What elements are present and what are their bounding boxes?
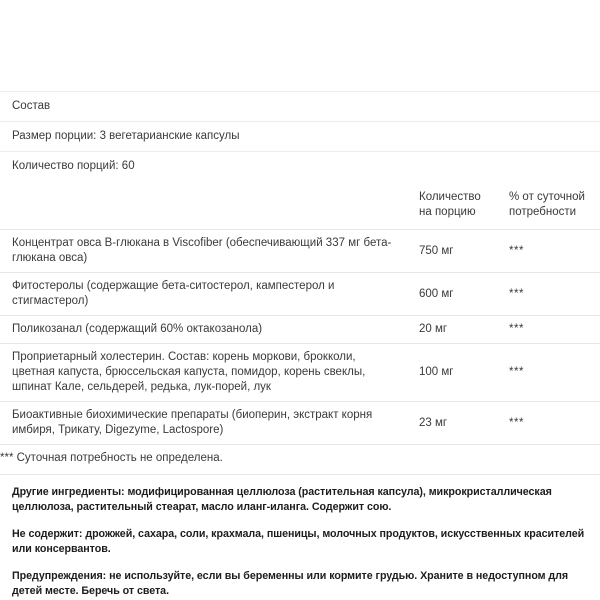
top-whitespace (0, 0, 600, 91)
ingredient-daily-value: *** (499, 344, 600, 402)
ingredient-amount: 23 мг (410, 402, 499, 445)
table-footnote-row (0, 445, 600, 473)
column-header-name (0, 181, 410, 230)
table-body (0, 230, 600, 473)
table-row (0, 230, 600, 273)
ingredient-name: Фитостеролы (содержащие бета-ситостерол, кампестерол и стигмастерол) (0, 273, 410, 316)
other-ingredients-text: Другие ингредиенты: модифицированная целлюлоза (растительная капсула), микрокристаллическая целлюлоза, растительный стеарат, масло иланг-иланга. Содержит сою. (12, 486, 552, 513)
table-row (0, 316, 600, 344)
table-header-row (0, 181, 600, 230)
supplement-facts-table (0, 181, 600, 472)
column-header-daily-value: % от суточной потребности (509, 191, 585, 218)
ingredient-amount: 600 мг (410, 273, 499, 316)
ingredient-daily-value: *** (499, 402, 600, 445)
ingredient-amount: 750 мг (410, 230, 499, 273)
table-row (0, 273, 600, 316)
ingredient-amount: 100 мг (410, 344, 499, 402)
table-row (0, 344, 600, 402)
serving-size-row: Размер порции: 3 вегетарианские капсулы (12, 130, 240, 142)
ingredient-amount: 20 мг (410, 316, 499, 344)
table-row (0, 402, 600, 445)
ingredient-daily-value: *** (499, 316, 600, 344)
ingredient-name: Поликозанал (содержащий 60% октакозанола) (0, 316, 410, 344)
table-header (0, 181, 600, 230)
warnings-text: Предупреждения: не используйте, если вы беременны или кормите грудью. Храните в недоступном для детей месте. Беречь от света. (12, 570, 569, 597)
free-from-text: Не содержит: дрожжей, сахара, соли, крахмала, пшеницы, молочных продуктов, искусственных красителей или консервантов. (12, 528, 585, 555)
ingredient-name: Биоактивные биохимические препараты (биоперин, экстракт корня имбиря, Трикату, Digezyme, Lactospore) (0, 402, 410, 445)
ingredient-daily-value: *** (499, 273, 600, 316)
servings-per-container-row: Количество порций: 60 (12, 160, 135, 172)
ingredient-daily-value: *** (499, 230, 600, 273)
column-header-amount: Количество на порцию (419, 191, 481, 218)
daily-value-footnote: *** Суточная потребность не определена. (0, 445, 600, 473)
ingredient-name: Проприетарный холестерин. Состав: корень моркови, брокколи, цветная капуста, брюссельская капуста, помидор, корень свеклы, шпинат Кале, сельдерей, редька, лук-порей, лук (0, 344, 410, 402)
ingredient-name: Концентрат овса B-глюкана в Viscofiber (обеспечивающий 337 мг бета-глюкана овса) (0, 230, 410, 273)
footer-notes (0, 475, 600, 598)
label-title: Состав (12, 100, 51, 112)
